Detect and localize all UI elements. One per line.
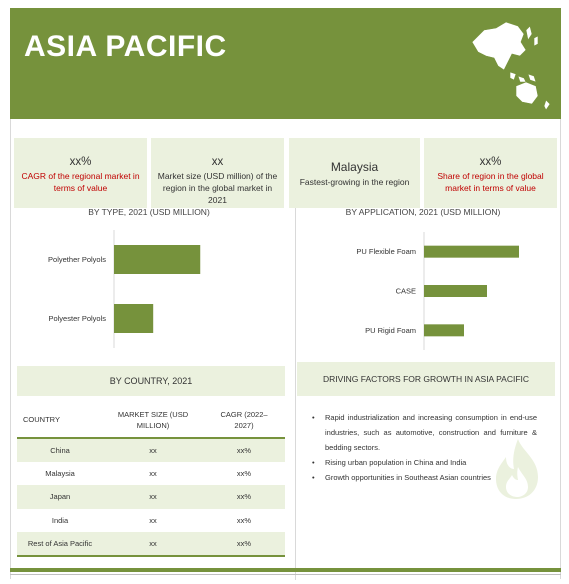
kpi-cagr (14, 138, 147, 208)
driver-item: • Rapid industrialization and increasing consumption in end-use industries, such as automotive, construction and furniture & bedding sectors. (309, 410, 537, 455)
cagr-value: xx% (203, 532, 285, 556)
table-row (17, 509, 285, 533)
country-name: Japan (17, 485, 103, 509)
kpi-fastest-growing-description: Fastest-growing in the region (299, 177, 410, 187)
driver-item: • Growth opportunities in Southeast Asian countries (309, 470, 537, 485)
kpi-fastest-growing-value: Malaysia (330, 160, 379, 174)
column-header-cagr: CAGR (2022–2027) (203, 402, 285, 438)
by-type-title: BY TYPE, 2021 (USD MILLION) (88, 207, 210, 217)
by-country-title: BY COUNTRY, 2021 (17, 366, 285, 396)
kpi-share-value: xx% (479, 156, 502, 168)
table-row (17, 438, 285, 462)
bar-case (424, 285, 487, 297)
bar-polyether-polyols (114, 245, 200, 274)
category-label: PU Rigid Foam (365, 325, 416, 335)
kpi-share (424, 138, 557, 208)
category-label: Polyester Polyols (48, 314, 106, 323)
by-application-bar-chart (289, 228, 557, 356)
footer-bar (10, 568, 561, 572)
kpi-market-size (151, 138, 284, 208)
header-banner (10, 8, 561, 119)
cagr-value: xx% (236, 515, 252, 525)
kpi-market-size-value: xx (211, 156, 224, 168)
table-row (17, 462, 285, 486)
region-title: ASIA PACIFIC (24, 30, 227, 63)
cagr-value: xx% (203, 485, 285, 509)
driver-item: • Rising urban population in China and India (309, 455, 537, 470)
table-row (17, 485, 285, 509)
driving-factors-title: DRIVING FACTORS FOR GROWTH IN ASIA PACIFIC (297, 362, 555, 396)
category-label: PU Flexible Foam (356, 247, 416, 257)
kpi-fastest-growing (289, 138, 420, 208)
country-table (17, 402, 285, 557)
footer-line (10, 574, 561, 575)
market-size-value: xx (103, 485, 203, 509)
category-label: Polyether Polyols (48, 255, 106, 264)
table-row (17, 532, 285, 556)
country-name: Malaysia (45, 468, 75, 478)
asia-pacific-map-icon (466, 16, 558, 116)
market-size-value: xx (149, 468, 157, 478)
by-application-title: BY APPLICATION, 2021 (USD MILLION) (345, 207, 501, 217)
cagr-value: xx% (203, 438, 285, 462)
column-header-market-size: MARKET SIZE (USD MILLION) (103, 402, 203, 438)
kpi-market-size-description: Market size (USD million) of the region in the global market in 2021 (157, 171, 278, 205)
country-name: China (17, 438, 103, 462)
flame-icon (488, 437, 546, 501)
kpi-cagr-description: CAGR of the regional market in terms of value (21, 171, 140, 193)
by-type-bar-chart (14, 228, 284, 352)
category-label: CASE (395, 286, 416, 296)
column-header-country: COUNTRY (17, 402, 103, 438)
market-size-value: xx (149, 515, 157, 525)
cagr-value: xx% (236, 468, 252, 478)
market-size-value: xx (103, 438, 203, 462)
bar-polyester-polyols (114, 304, 153, 333)
bar-pu-flexible-foam (424, 246, 519, 258)
market-size-value: xx (103, 532, 203, 556)
country-name: India (51, 515, 69, 525)
kpi-cagr-value: xx% (69, 156, 92, 168)
table-header-row (17, 402, 285, 438)
country-name: Rest of Asia Pacific (17, 532, 103, 556)
kpi-share-description: Share of region in the global market in terms of value (437, 171, 544, 193)
bar-pu-rigid-foam (424, 324, 464, 336)
